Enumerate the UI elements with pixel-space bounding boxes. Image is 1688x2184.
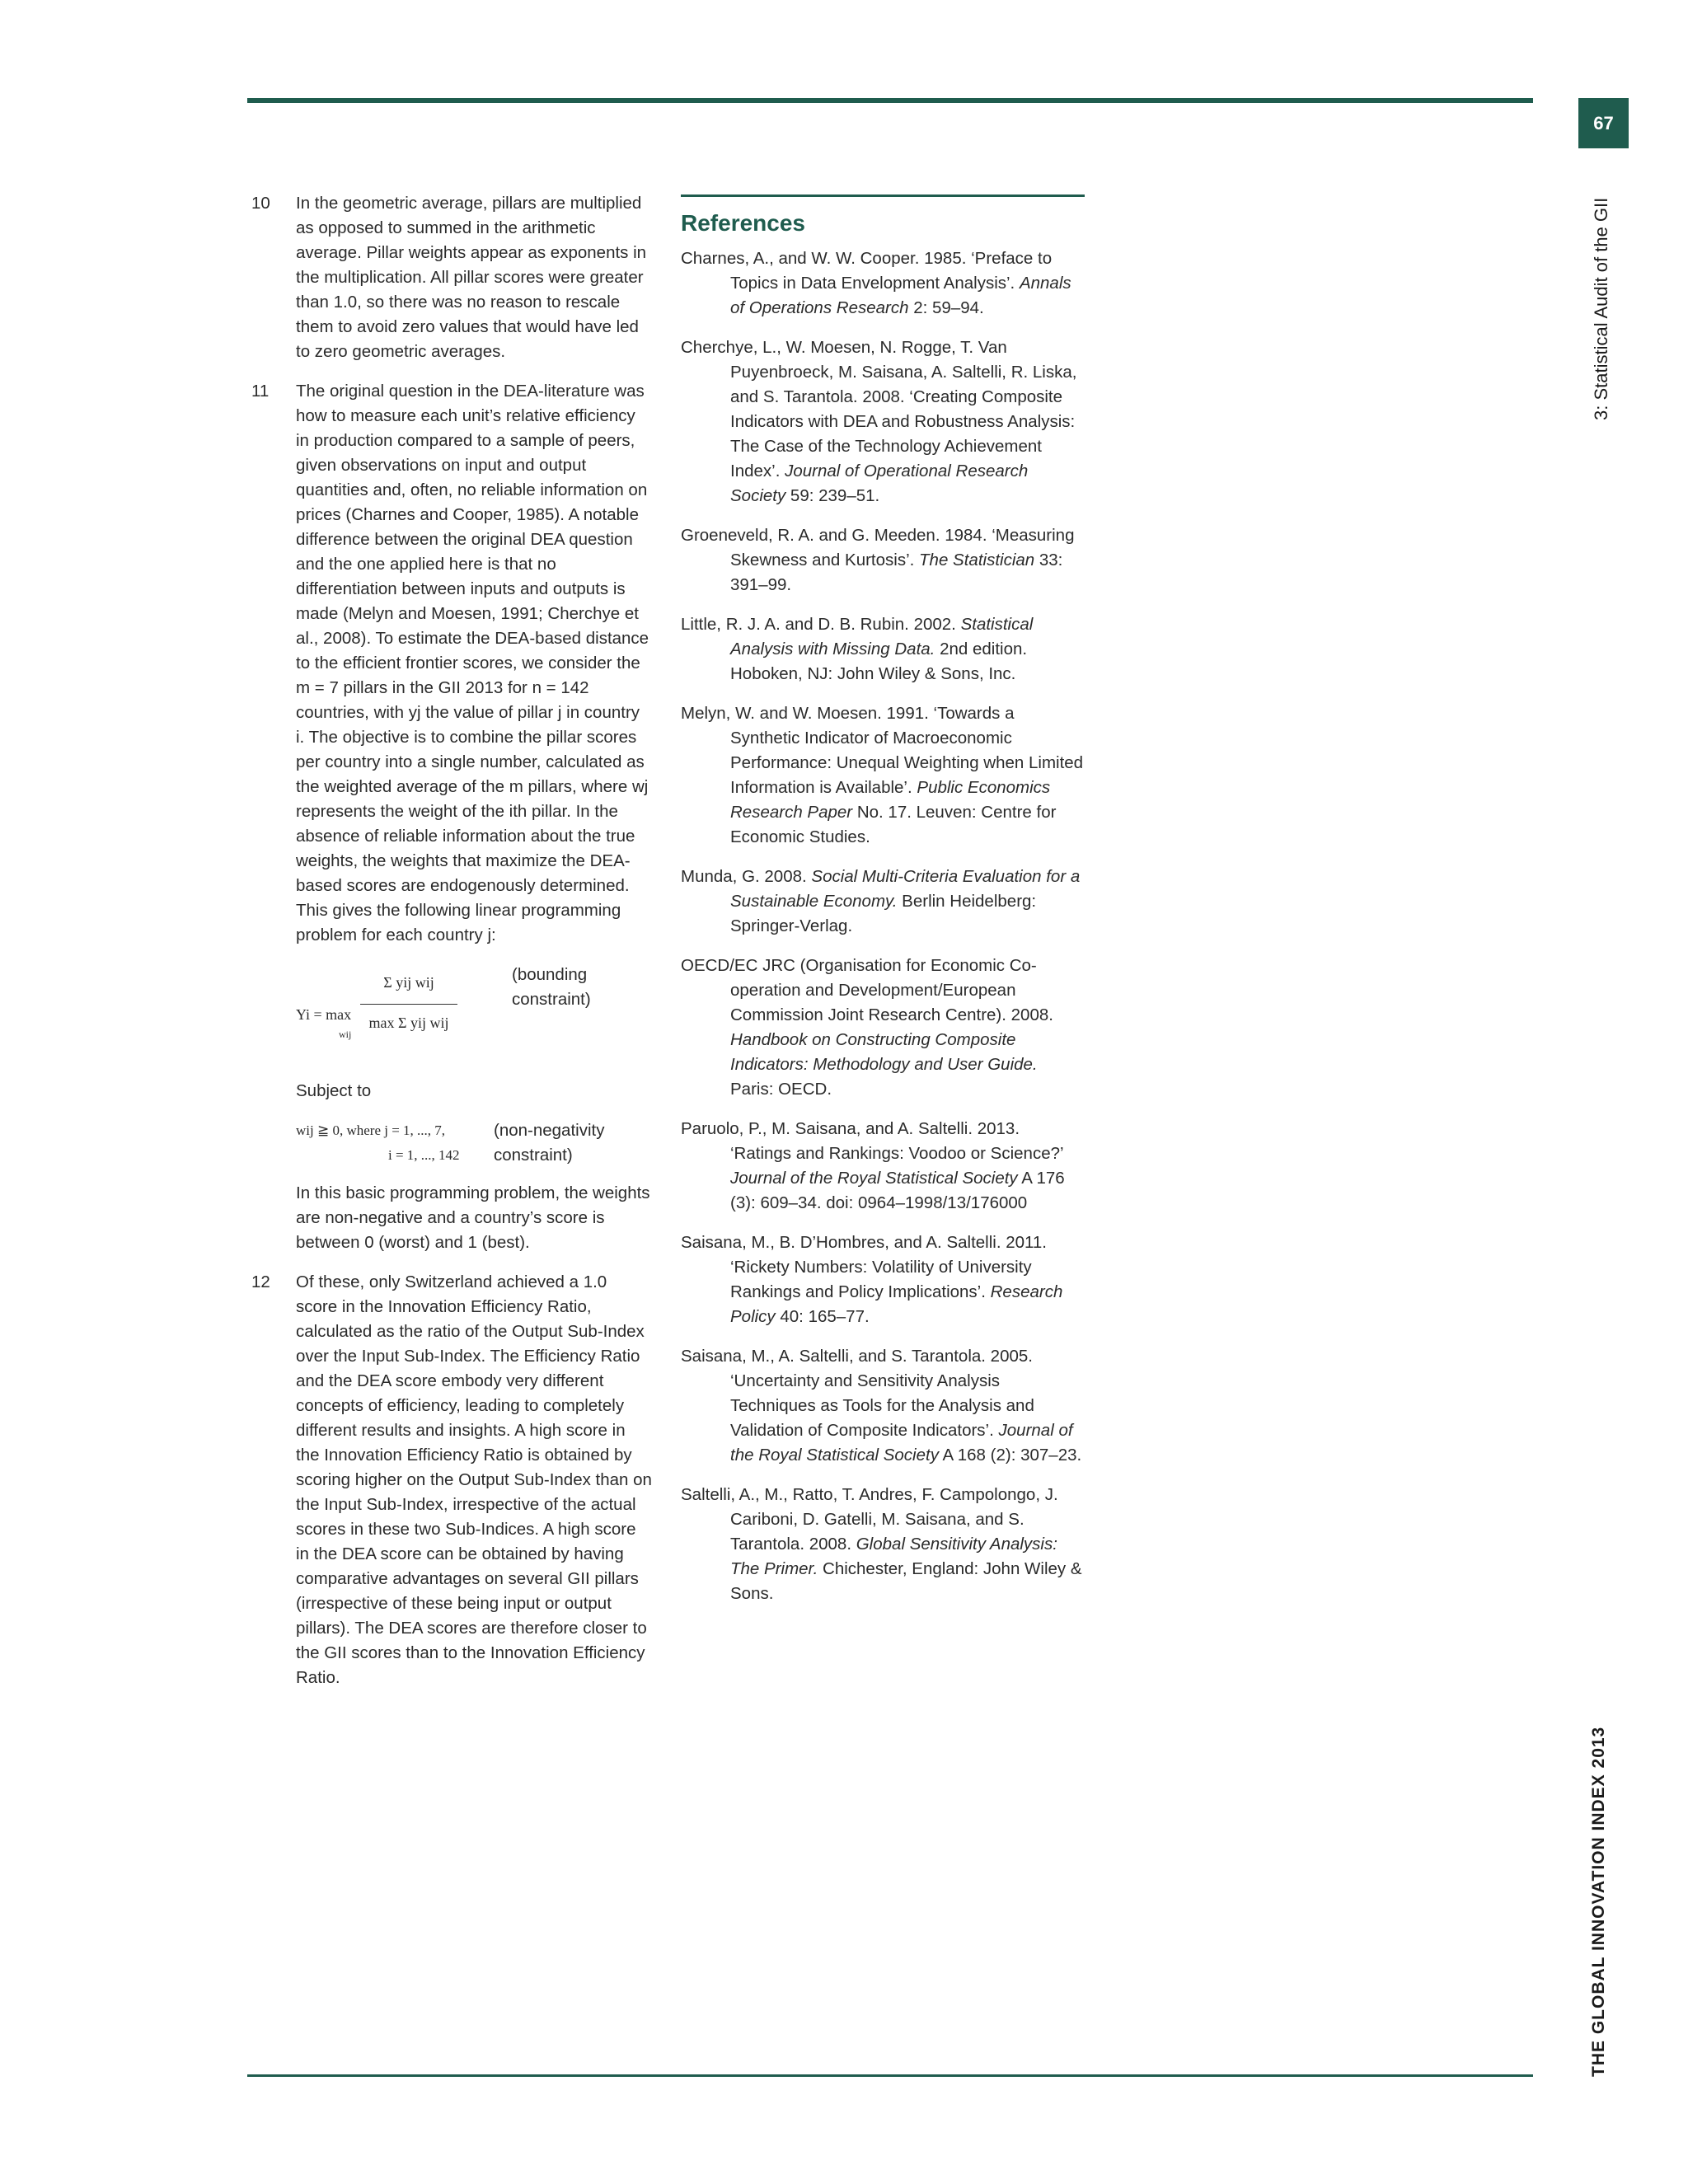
note-text: In the geometric average, pillars are multiplied as opposed to summed in the arithmetic average. Pillar weights appear as exponents in the multiplication. All pillar scores were greater than 1.0, so there was no reason to rescale them to avoid zero values that would have led to zero geometric averages. [296, 194, 647, 361]
formula-denominator: max Σ yij wij [368, 1015, 449, 1031]
note-text: The original question in the DEA-literature was how to measure each unit’s relative efficiency in production compared to a sample of peers, given observations on input and output quantities and, often, no reliable information on prices (Charnes and Cooper, 1985). A notable difference between the original DEA question and the one applied here is that no differentiation between inputs and outputs is made (Melyn and Moesen, 1991; Cherchye et al., 2008). To estimate the DEA-based distance to the efficient frontier scores, we consider the m = 7 pillars in the GII 2013 for n = 142 countries, with yj the value of pillar j in country i. The objective is to combine the pillar scores per country into a single number, calculated as the weighted average of the m pillars, where wj represents the weight of the ith pillar. In the absence of reliable information about the true weights, the weights that maximize the DEA-based scores are endogenously determined. This gives the following linear programming problem for each country j: [296, 382, 649, 944]
reference-details: 33: 391–99. [730, 551, 1063, 594]
references-rule [681, 194, 1085, 197]
bottom-rule [247, 2074, 1533, 2077]
note-number: 11 [251, 382, 270, 401]
references-column [681, 194, 1085, 1621]
reference-item [681, 1230, 1085, 1329]
reference-item [681, 1483, 1085, 1606]
reference-item [681, 954, 1085, 1102]
formula-fraction [360, 964, 457, 1043]
reference-details: A 168 (2): 307–23. [938, 1446, 1082, 1465]
note-number: 12 [251, 1272, 270, 1291]
publication-title: THE GLOBAL INNOVATION INDEX 2013 [1589, 1726, 1608, 2077]
constraint [296, 1118, 652, 1171]
note-10 [251, 191, 652, 364]
reference-details: No. 17. Leuven: Centre for Economic Studies. [730, 803, 1057, 846]
page-number: 67 [1578, 98, 1629, 148]
formula-numerator: Σ yij wij [360, 964, 457, 1005]
reference-text: Groeneveld, R. A. and G. Meeden. 1984. ‘Measuring Skewness and Kurtosis’. [681, 526, 1075, 569]
reference-item [681, 612, 1085, 687]
reference-text: Charnes, A., and W. W. Cooper. 1985. ‘Preface to Topics in Data Envelopment Analysis’. [681, 249, 1053, 293]
reference-details: 2: 59–94. [908, 298, 984, 317]
reference-item [681, 701, 1085, 850]
formula-lhs-sub: wij [339, 1029, 352, 1040]
formula-label: (bounding constraint) [512, 965, 591, 1009]
note-number: 10 [251, 194, 270, 213]
notes-column [251, 191, 652, 1705]
constraint-line2: i = 1, ..., 142 [388, 1147, 460, 1163]
reference-source: Handbook on Constructing Composite Indicators: Methodology and User Guide. [730, 1030, 1038, 1074]
constraint-line1: wij ≧ 0, where j = 1, ..., 7, [296, 1122, 446, 1138]
reference-details: Paris: OECD. [730, 1080, 832, 1099]
constraint-label: (non-negativity constraint) [494, 1121, 605, 1165]
reference-source: Research Policy [730, 1282, 1063, 1326]
reference-item [681, 246, 1085, 321]
references-heading: References [681, 210, 805, 236]
reference-text: Saisana, M., A. Saltelli, and S. Tarantola. 2005. ‘Uncertainty and Sensitivity Analysis Techniques as Tools for the Analysis and Validation of Composite Indicators’. [681, 1347, 1034, 1440]
note-text: Of these, only Switzerland achieved a 1.0 score in the Innovation Efficiency Ratio, calculated as the ratio of the Output Sub-Index over the Input Sub-Index. The Efficiency Ratio and the DEA score embody very different concepts of efficiency, leading to completely different results and insights. A high score in the Innovation Efficiency Ratio is obtained by scoring higher on the Output Sub-Index than on the Input Sub-Index, irrespective of the actual scores in these two Sub-Indices. A high score in the DEA score can be obtained by having comparative advantages on several GII pillars (irrespective of these being input or output pillars). The DEA scores are therefore closer to the GII scores than to the Innovation Efficiency Ratio. [296, 1272, 652, 1687]
reference-details: 40: 165–77. [775, 1307, 870, 1326]
reference-text: Melyn, W. and W. Moesen. 1991. ‘Towards a Synthetic Indicator of Macroeconomic Performance: Unequal Weighting when Limited Information is Available’. [681, 704, 1084, 797]
reference-text: Saltelli, A., M., Ratto, T. Andres, F. Campolongo, J. Cariboni, D. Gatelli, M. Saisana, and S. Tarantola. 2008. [681, 1485, 1058, 1554]
reference-source: Journal of the Royal Statistical Society [730, 1421, 1073, 1465]
reference-source: Public Economics Research Paper [730, 778, 1051, 822]
reference-text: Cherchye, L., W. Moesen, N. Rogge, T. Van Puyenbroeck, M. Saisana, A. Saltelli, R. Liska, and S. Tarantola. 2008. ‘Creating Composite Indicators with DEA and Robustness Analysis: The Case of the Technology Achievement Index’. [681, 338, 1077, 480]
reference-text: OECD/EC JRC (Organisation for Economic Co-operation and Development/European Commission Joint Research Centre). 2008. [681, 956, 1053, 1024]
reference-source: Journal of the Royal Statistical Society [730, 1169, 1018, 1188]
reference-details: Chichester, England: John Wiley & Sons. [730, 1559, 1082, 1603]
reference-item [681, 1117, 1085, 1216]
section-title: 3: Statistical Audit of the GII [1591, 198, 1611, 421]
reference-item [681, 1344, 1085, 1468]
reference-details: 2nd edition. Hoboken, NJ: John Wiley & Sons, Inc. [730, 640, 1028, 683]
reference-details: 59: 239–51. [785, 486, 880, 505]
references-list [681, 246, 1085, 1606]
subject-to: Subject to [296, 1081, 372, 1100]
reference-source: Statistical Analysis with Missing Data. [730, 615, 1034, 658]
note-12 [251, 1270, 652, 1690]
dea-formula [296, 963, 652, 1074]
formula-lhs: Yi = max wij [296, 1002, 351, 1047]
reference-item [681, 865, 1085, 939]
reference-details: Berlin Heidelberg: Springer-Verlag. [730, 892, 1037, 935]
reference-details: A 176 (3): 609–34. doi: 0964–1998/13/176000 [730, 1169, 1065, 1212]
reference-text: Paruolo, P., M. Saisana, and A. Saltelli. 2013. ‘Ratings and Rankings: Voodoo or Science?’ [681, 1119, 1063, 1163]
reference-text: Saisana, M., B. D’Hombres, and A. Saltelli. 2011. ‘Rickety Numbers: Volatility of University Rankings and Policy Implications’. [681, 1233, 1048, 1301]
top-rule [247, 98, 1533, 103]
reference-text: Munda, G. 2008. [681, 867, 812, 886]
reference-source: Annals of Operations Research [730, 274, 1071, 317]
reference-source: Global Sensitivity Analysis: The Primer. [730, 1535, 1057, 1578]
note-11-continuation: In this basic programming problem, the weights are non-negative and a country’s score is between 0 (worst) and 1 (best). [296, 1183, 650, 1252]
reference-text: Little, R. J. A. and D. B. Rubin. 2002. [681, 615, 961, 634]
reference-item [681, 523, 1085, 598]
reference-item [681, 335, 1085, 509]
reference-source: The Statistician [919, 551, 1035, 569]
reference-source: Social Multi-Criteria Evaluation for a Sustainable Economy. [730, 867, 1081, 911]
note-11 [251, 379, 652, 948]
reference-source: Journal of Operational Research Society [730, 462, 1029, 505]
